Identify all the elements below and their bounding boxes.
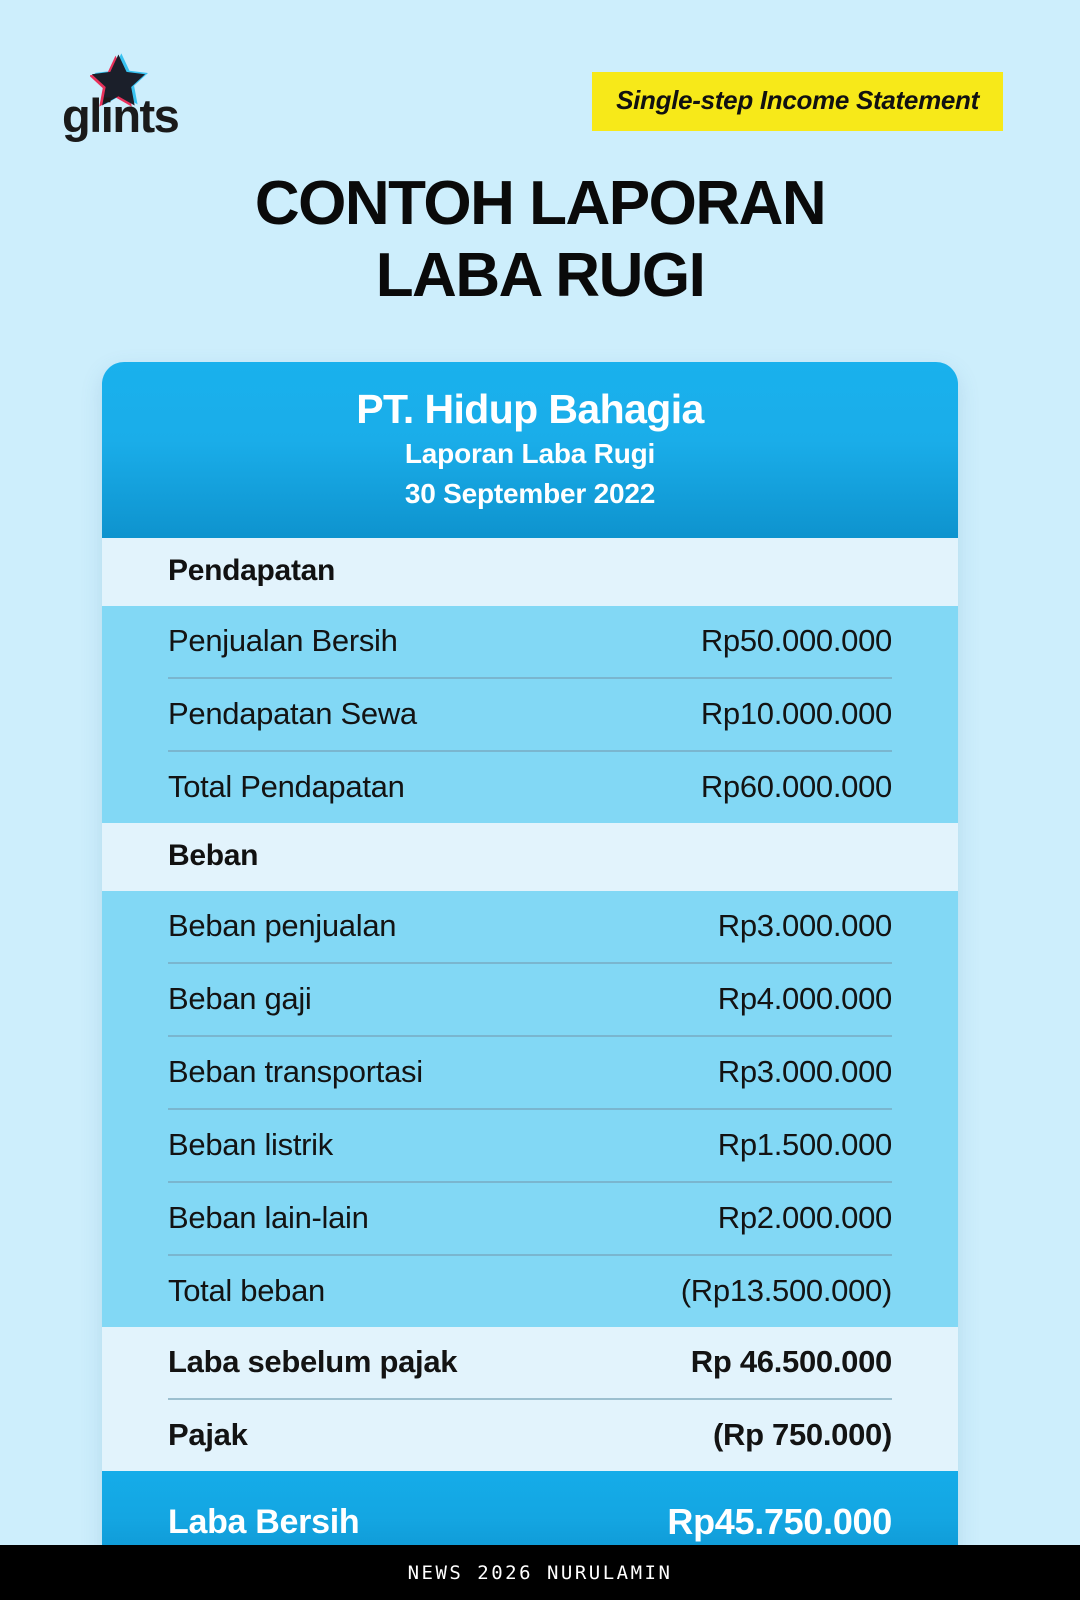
row-label: Beban penjualan xyxy=(168,908,397,943)
glints-logo[interactable] xyxy=(62,52,262,152)
statement-type-badge: Single-step Income Statement xyxy=(592,72,1003,131)
row-label: Beban listrik xyxy=(168,1127,333,1162)
row-label: Pajak xyxy=(168,1417,248,1452)
table-row xyxy=(168,1035,892,1108)
brand-wordmark: glints xyxy=(62,89,179,142)
row-label: Total beban xyxy=(168,1273,325,1308)
page-title xyxy=(0,168,1080,312)
row-value: Rp1.500.000 xyxy=(717,1127,892,1162)
row-value: Rp50.000.000 xyxy=(700,623,892,658)
row-label: Beban gaji xyxy=(168,981,312,1016)
table-row xyxy=(168,677,892,750)
table-row-pretax-profit xyxy=(168,1327,892,1398)
table-row-total xyxy=(168,1254,892,1327)
row-value: Rp3.000.000 xyxy=(717,1054,892,1089)
income-statement-card xyxy=(102,362,958,1587)
row-value: Rp3.000.000 xyxy=(717,908,892,943)
table-row xyxy=(168,962,892,1035)
row-value: (Rp13.500.000) xyxy=(680,1273,892,1308)
section-rows-expenses xyxy=(102,891,958,1327)
table-row-total xyxy=(168,750,892,823)
row-label: Beban lain-lain xyxy=(168,1200,369,1235)
section-title-revenue: Pendapatan xyxy=(168,554,336,587)
summary-rows xyxy=(102,1327,958,1471)
section-rows-revenue xyxy=(102,606,958,823)
row-label: Total Pendapatan xyxy=(168,769,405,804)
row-value: (Rp 750.000) xyxy=(712,1417,892,1452)
row-value: Rp4.000.000 xyxy=(717,981,892,1016)
statement-subtitle: Laporan Laba Rugi xyxy=(404,438,656,469)
row-value: Rp2.000.000 xyxy=(717,1200,892,1235)
statement-period: 30 September 2022 xyxy=(404,478,656,509)
page-title-line-1: CONTOH LAPORAN xyxy=(254,169,826,238)
table-row xyxy=(168,1181,892,1254)
table-row xyxy=(168,606,892,677)
row-label: Penjualan Bersih xyxy=(168,623,398,658)
row-value: Rp60.000.000 xyxy=(700,769,892,804)
top-bar xyxy=(0,0,1080,160)
section-header-revenue xyxy=(102,538,958,606)
watermark-strip xyxy=(0,1545,1080,1600)
table-row xyxy=(168,891,892,962)
row-value: Rp10.000.000 xyxy=(700,696,892,731)
row-label: Pendapatan Sewa xyxy=(168,696,417,731)
row-value: Rp45.750.000 xyxy=(667,1501,892,1542)
row-label: Laba Bersih xyxy=(168,1502,360,1541)
watermark-text: NEWS 2026 NURULAMIN xyxy=(407,1561,673,1584)
table-row-tax xyxy=(168,1398,892,1471)
section-title-expenses: Beban xyxy=(168,839,259,872)
page-title-line-2: LABA RUGI xyxy=(375,241,705,310)
company-name: PT. Hidup Bahagia xyxy=(356,386,704,432)
row-value: Rp 46.500.000 xyxy=(690,1344,892,1379)
row-label: Laba sebelum pajak xyxy=(168,1344,458,1379)
section-header-expenses xyxy=(102,823,958,891)
row-label: Beban transportasi xyxy=(168,1054,423,1089)
table-row xyxy=(168,1108,892,1181)
card-header xyxy=(102,362,958,538)
